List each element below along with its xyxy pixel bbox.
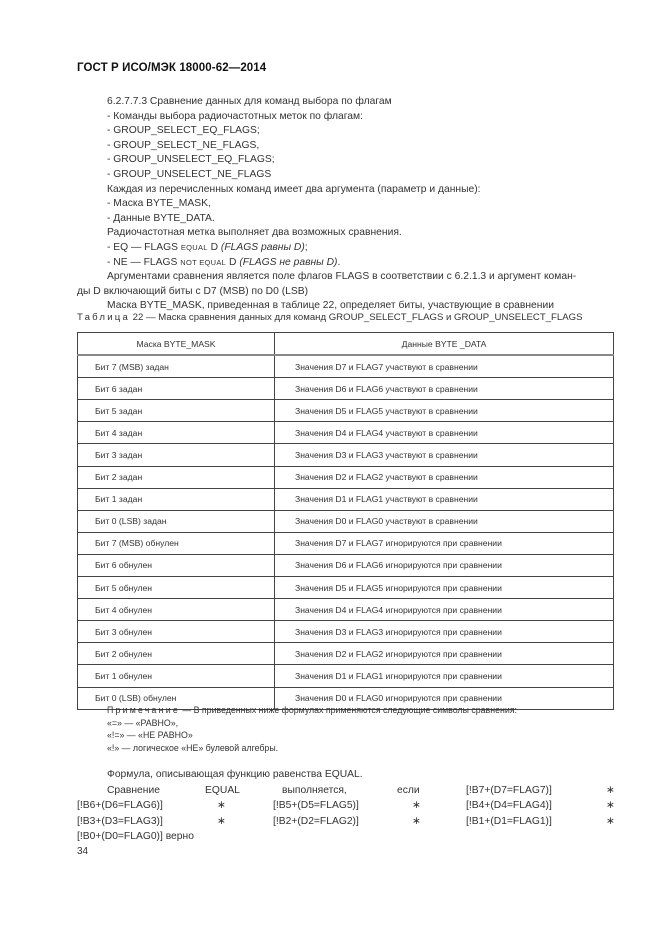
command-item: - GROUP_SELECT_NE_FLAGS,: [107, 139, 260, 151]
mask-cell: Бит 4 обнулен: [78, 599, 275, 621]
table-row: [78, 444, 614, 466]
formula-block: [77, 767, 614, 845]
formula-term: [!B5+(D5=FLAG5)]: [273, 800, 359, 811]
formula-term: [!B3+(D3=FLAG3)]: [77, 815, 163, 827]
data-cell: Значения D4 и FLAG4 игнорируются при сравнении: [275, 599, 614, 621]
table-row: [78, 400, 614, 422]
mask-paragraph: Маска BYTE_MASK, приведенная в таблице 22, определяет биты, участвующие в сравнении: [107, 300, 554, 312]
note-line: «=» — «РАВНО»,: [107, 717, 179, 728]
table-row: [78, 643, 614, 665]
formula-line-1: [77, 783, 614, 799]
mask-cell: Бит 2 обнулен: [78, 643, 275, 665]
note-line: «!» — логическое «НЕ» булевой алгебры.: [107, 742, 279, 753]
data-cell: Значения D0 и FLAG0 участвуют в сравнении: [275, 510, 614, 532]
byte-mask-table: [77, 332, 614, 710]
note: [107, 704, 517, 754]
mask-cell: Бит 1 задан: [78, 488, 275, 510]
data-cell: Значения D5 и FLAG5 участвуют в сравнении: [275, 400, 614, 422]
mask-cell: Бит 6 задан: [78, 378, 275, 400]
formula-operator: ∗: [606, 800, 615, 811]
ne-end: .: [337, 256, 341, 268]
formula-operator: ∗: [412, 815, 421, 827]
data-cell: Значения D6 и FLAG6 игнорируются при сравнении: [275, 554, 614, 576]
data-cell: Значения D3 и FLAG3 игнорируются при сравнении: [275, 621, 614, 643]
ne-operator: NOT EQUAL: [180, 257, 227, 267]
data-cell: Значения D4 и FLAG4 участвуют в сравнении: [275, 422, 614, 444]
formula-term: [!B2+(D2=FLAG2)]: [273, 815, 359, 827]
comparisons-intro: Радиочастотная метка выполняет два возможных сравнения.: [107, 227, 402, 239]
formula-term: [!B4+(D4=FLAG4)]: [466, 800, 552, 811]
ne-definition: [77, 256, 614, 271]
command-item: - GROUP_UNSELECT_EQ_FLAGS;: [107, 154, 275, 166]
table-row: [78, 554, 614, 576]
command-item: - GROUP_UNSELECT_NE_FLAGS: [107, 168, 272, 180]
formula-term: Сравнение: [107, 784, 160, 796]
formula-operator: ∗: [606, 784, 615, 796]
eq-end: ;: [304, 241, 308, 253]
document-header: ГОСТ Р ИСО/МЭК 18000-62—2014: [77, 62, 267, 74]
table-caption-label: Таблица: [77, 312, 131, 323]
formula-line-4: [!B0+(D0=FLAG0)] верно: [77, 831, 194, 842]
mask-cell: Бит 7 (MSB) задан: [78, 355, 275, 378]
column-header-data: Данные BYTE _DATA: [275, 333, 614, 356]
arg-item: - Данные BYTE_DATA.: [107, 212, 215, 224]
data-cell: Значения D1 и FLAG1 участвуют в сравнении: [275, 488, 614, 510]
mask-cell: Бит 5 обнулен: [78, 577, 275, 599]
table-body: [78, 355, 614, 709]
command-item: - GROUP_SELECT_EQ_FLAGS;: [107, 125, 260, 137]
table-row: [78, 532, 614, 554]
args-paragraph-line2: ды D включающий биты с D7 (MSB) по D0 (LSB): [77, 285, 309, 297]
table-row: [78, 665, 614, 687]
formula-line-3: [77, 814, 614, 830]
table-row: [78, 510, 614, 532]
formula-operator: ∗: [217, 800, 226, 811]
note-intro: [107, 704, 517, 717]
args-intro: Каждая из перечисленных команд имеет два аргумента (параметр и данные):: [107, 183, 481, 195]
table-row: [78, 355, 614, 378]
formula-operator: ∗: [412, 800, 421, 811]
eq-explanation: (FLAGS равны D): [220, 241, 305, 253]
commands-intro: - Команды выбора радиочастотных меток по флагам:: [107, 110, 363, 122]
eq-definition: [77, 241, 614, 256]
table-row: [78, 621, 614, 643]
table-row: [78, 577, 614, 599]
note-label: Примечание: [107, 705, 180, 715]
formula-term: если: [397, 784, 420, 796]
mask-cell: Бит 7 (MSB) обнулен: [78, 532, 275, 554]
data-cell: Значения D1 и FLAG1 игнорируются при сравнении: [275, 665, 614, 687]
table-row: [78, 599, 614, 621]
table-row: [78, 488, 614, 510]
eq-prefix: - EQ — FLAGS: [107, 241, 181, 253]
mask-cell: Бит 3 обнулен: [78, 621, 275, 643]
body-text: [77, 95, 614, 314]
mask-cell: Бит 3 задан: [78, 444, 275, 466]
mask-cell: Бит 4 задан: [78, 422, 275, 444]
formula-operator: ∗: [217, 815, 226, 827]
note-text: — В приведенных ниже формулах применяются следующие символы сравнения:: [179, 705, 517, 715]
formula-operator: ∗: [606, 815, 615, 827]
table-row: [78, 422, 614, 444]
table-header-row: [78, 333, 614, 356]
data-cell: Значения D7 и FLAG7 участвуют в сравнении: [275, 355, 614, 378]
data-cell: Значения D7 и FLAG7 игнорируются при сравнении: [275, 532, 614, 554]
formula-term: [!B1+(D1=FLAG1)]: [466, 815, 552, 827]
ne-prefix: - NE — FLAGS: [107, 256, 181, 268]
table-row: [78, 378, 614, 400]
data-cell: Значения D0 и FLAG0 игнорируются при сравнении: [275, 687, 614, 709]
mask-cell: Бит 6 обнулен: [78, 554, 275, 576]
data-cell: Значения D2 и FLAG2 участвуют в сравнении: [275, 466, 614, 488]
note-line: «!=» — «НЕ РАВНО»: [107, 730, 193, 740]
formula-line-2: [77, 798, 614, 814]
page-number: 34: [77, 846, 89, 857]
section-title: 6.2.7.7.3 Сравнение данных для команд выбора по флагам: [107, 96, 392, 107]
table-caption: [77, 312, 583, 323]
column-header-mask: Маска BYTE_MASK: [78, 333, 275, 356]
data-cell: Значения D5 и FLAG5 игнорируются при сравнении: [275, 577, 614, 599]
mask-cell: Бит 0 (LSB) обнулен: [78, 687, 275, 709]
arg-item: - Маска BYTE_MASK,: [107, 198, 211, 210]
formula-term: [!B6+(D6=FLAG6)]: [77, 800, 163, 811]
table-caption-text: 22 — Маска сравнения данных для команд GROUP_SELECT_FLAGS и GROUP_UNSELECT_FLAGS: [130, 312, 583, 323]
data-cell: Значения D2 и FLAG2 игнорируются при сравнении: [275, 643, 614, 665]
ne-explanation: (FLAGS не равны D): [239, 256, 338, 268]
data-cell: Значения D6 и FLAG6 участвуют в сравнении: [275, 378, 614, 400]
formula-term: выполняется,: [282, 784, 347, 796]
data-cell: Значения D3 и FLAG3 участвуют в сравнении: [275, 444, 614, 466]
formula-term: EQUAL: [205, 784, 240, 796]
table-row: [78, 466, 614, 488]
mask-cell: Бит 2 задан: [78, 466, 275, 488]
mask-cell: Бит 0 (LSB) задан: [78, 510, 275, 532]
mask-cell: Бит 1 обнулен: [78, 665, 275, 687]
args-paragraph-line1: Аргументами сравнения является поле флагов FLAGS в соответствии с 6.2.1.3 и аргумент коман-: [107, 271, 577, 283]
eq-suffix: D: [207, 241, 221, 253]
formula-term: [!B7+(D7=FLAG7)]: [466, 784, 552, 796]
ne-suffix: D: [226, 256, 240, 268]
eq-operator: EQUAL: [180, 242, 208, 252]
mask-cell: Бит 5 задан: [78, 400, 275, 422]
formula-title: Формула, описывающая функцию равенства EQUAL.: [107, 769, 363, 780]
